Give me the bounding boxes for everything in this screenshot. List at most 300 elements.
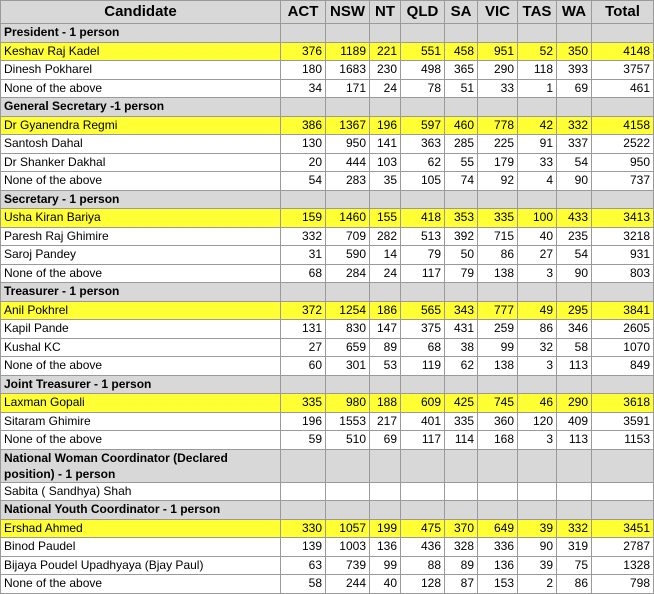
candidate-row: [1, 79, 654, 98]
vote-count-wa: 86: [557, 575, 592, 594]
vote-count-vic: 777: [478, 301, 518, 320]
candidate-name: Paresh Raj Ghimire: [1, 227, 281, 246]
candidate-name: None of the above: [1, 575, 281, 594]
vote-count-wa: 90: [557, 264, 592, 283]
vote-count-nsw: 1460: [326, 209, 370, 228]
vote-count-nsw: 284: [326, 264, 370, 283]
vote-count-wa: 409: [557, 412, 592, 431]
vote-count-wa: 235: [557, 227, 592, 246]
header-row: [1, 1, 654, 24]
column-header-nt: NT: [370, 1, 401, 24]
candidate-name: Binod Paudel: [1, 538, 281, 557]
section-empty-cell: [326, 24, 370, 43]
vote-count-total: 950: [592, 153, 654, 172]
vote-count-nt: [370, 482, 401, 501]
candidate-row: [1, 412, 654, 431]
candidate-row: [1, 556, 654, 575]
vote-count-nt: 53: [370, 357, 401, 376]
vote-count-vic: 745: [478, 394, 518, 413]
column-header-tas: TAS: [518, 1, 557, 24]
section-empty-cell: [557, 98, 592, 117]
candidate-row: [1, 320, 654, 339]
vote-count-tas: 52: [518, 42, 557, 61]
vote-count-vic: 715: [478, 227, 518, 246]
vote-count-vic: [478, 482, 518, 501]
vote-count-sa: 285: [445, 135, 478, 154]
section-empty-cell: [370, 501, 401, 520]
candidate-name: None of the above: [1, 79, 281, 98]
section-empty-cell: [445, 98, 478, 117]
vote-count-qld: 565: [401, 301, 445, 320]
vote-count-vic: 360: [478, 412, 518, 431]
section-empty-cell: [370, 449, 401, 482]
section-empty-cell: [326, 449, 370, 482]
vote-count-sa: 89: [445, 556, 478, 575]
vote-count-tas: 46: [518, 394, 557, 413]
vote-count-total: 931: [592, 246, 654, 265]
section-empty-cell: [370, 375, 401, 394]
vote-count-qld: [401, 482, 445, 501]
section-empty-cell: [401, 24, 445, 43]
section-empty-cell: [592, 501, 654, 520]
candidate-row: [1, 264, 654, 283]
vote-count-qld: 105: [401, 172, 445, 191]
section-empty-cell: [478, 375, 518, 394]
vote-count-vic: 168: [478, 431, 518, 450]
vote-count-qld: 128: [401, 575, 445, 594]
vote-count-vic: 136: [478, 556, 518, 575]
winner-candidate-row: [1, 301, 654, 320]
section-empty-cell: [592, 190, 654, 209]
vote-count-tas: 33: [518, 153, 557, 172]
section-heading-row: [1, 449, 654, 482]
candidate-name: Keshav Raj Kadel: [1, 42, 281, 61]
vote-count-wa: 58: [557, 338, 592, 357]
vote-count-tas: 49: [518, 301, 557, 320]
vote-count-vic: 335: [478, 209, 518, 228]
section-title: Joint Treasurer - 1 person: [1, 375, 281, 394]
vote-count-nt: 35: [370, 172, 401, 191]
vote-count-qld: 609: [401, 394, 445, 413]
vote-count-qld: 418: [401, 209, 445, 228]
vote-count-nt: 217: [370, 412, 401, 431]
vote-count-nt: 136: [370, 538, 401, 557]
section-empty-cell: [445, 501, 478, 520]
candidate-row: [1, 61, 654, 80]
vote-count-wa: 393: [557, 61, 592, 80]
vote-count-nt: 141: [370, 135, 401, 154]
section-title: National Youth Coordinator - 1 person: [1, 501, 281, 520]
candidate-name: Usha Kiran Bariya: [1, 209, 281, 228]
section-empty-cell: [401, 283, 445, 302]
section-empty-cell: [281, 98, 326, 117]
winner-candidate-row: [1, 116, 654, 135]
vote-count-act: 376: [281, 42, 326, 61]
vote-count-total: 2605: [592, 320, 654, 339]
vote-count-sa: 425: [445, 394, 478, 413]
candidate-name: None of the above: [1, 431, 281, 450]
vote-count-tas: 32: [518, 338, 557, 357]
section-empty-cell: [518, 190, 557, 209]
vote-count-nsw: 739: [326, 556, 370, 575]
vote-count-nsw: 980: [326, 394, 370, 413]
candidate-name: Saroj Pandey: [1, 246, 281, 265]
vote-count-nt: 24: [370, 264, 401, 283]
candidate-name: Ershad Ahmed: [1, 519, 281, 538]
vote-count-vic: 138: [478, 357, 518, 376]
vote-count-sa: 365: [445, 61, 478, 80]
vote-count-tas: 2: [518, 575, 557, 594]
candidate-name: None of the above: [1, 172, 281, 191]
column-header-act: ACT: [281, 1, 326, 24]
candidate-row: [1, 482, 654, 501]
vote-count-vic: 99: [478, 338, 518, 357]
candidate-row: [1, 575, 654, 594]
vote-count-act: 180: [281, 61, 326, 80]
section-heading-row: [1, 98, 654, 117]
vote-count-nsw: 1683: [326, 61, 370, 80]
vote-count-nsw: 659: [326, 338, 370, 357]
vote-count-nsw: 950: [326, 135, 370, 154]
vote-count-nsw: 1553: [326, 412, 370, 431]
vote-count-nt: 221: [370, 42, 401, 61]
section-empty-cell: [592, 449, 654, 482]
section-empty-cell: [370, 98, 401, 117]
candidate-row: [1, 538, 654, 557]
vote-count-act: 330: [281, 519, 326, 538]
vote-count-wa: 54: [557, 246, 592, 265]
section-empty-cell: [557, 375, 592, 394]
column-header-total: Total: [592, 1, 654, 24]
vote-count-total: 3413: [592, 209, 654, 228]
vote-count-nt: 188: [370, 394, 401, 413]
section-empty-cell: [401, 190, 445, 209]
vote-count-act: 332: [281, 227, 326, 246]
candidate-name: Dinesh Pokharel: [1, 61, 281, 80]
section-empty-cell: [326, 190, 370, 209]
vote-count-act: 335: [281, 394, 326, 413]
vote-count-wa: [557, 482, 592, 501]
candidate-row: [1, 153, 654, 172]
winner-candidate-row: [1, 42, 654, 61]
vote-count-tas: 3: [518, 431, 557, 450]
section-empty-cell: [478, 283, 518, 302]
column-header-qld: QLD: [401, 1, 445, 24]
vote-count-nt: 89: [370, 338, 401, 357]
vote-count-total: 3757: [592, 61, 654, 80]
candidate-row: [1, 246, 654, 265]
section-title: Treasurer - 1 person: [1, 283, 281, 302]
vote-count-vic: 153: [478, 575, 518, 594]
vote-count-total: 3451: [592, 519, 654, 538]
vote-count-tas: 27: [518, 246, 557, 265]
candidate-row: [1, 227, 654, 246]
section-empty-cell: [478, 24, 518, 43]
winner-candidate-row: [1, 394, 654, 413]
vote-count-sa: 62: [445, 357, 478, 376]
section-empty-cell: [281, 24, 326, 43]
vote-count-tas: 91: [518, 135, 557, 154]
vote-count-nsw: 283: [326, 172, 370, 191]
section-empty-cell: [518, 449, 557, 482]
vote-count-act: 196: [281, 412, 326, 431]
vote-count-vic: 649: [478, 519, 518, 538]
section-empty-cell: [326, 283, 370, 302]
vote-count-qld: 62: [401, 153, 445, 172]
candidate-name: Bijaya Poudel Upadhyaya (Bjay Paul): [1, 556, 281, 575]
vote-count-wa: 337: [557, 135, 592, 154]
vote-count-sa: 431: [445, 320, 478, 339]
vote-count-vic: 138: [478, 264, 518, 283]
vote-count-sa: 335: [445, 412, 478, 431]
vote-count-nsw: 1057: [326, 519, 370, 538]
candidate-name: Kapil Pande: [1, 320, 281, 339]
candidate-name: Laxman Gopali: [1, 394, 281, 413]
candidate-name: Sabita ( Sandhya) Shah: [1, 482, 281, 501]
column-header-candidate: Candidate: [1, 1, 281, 24]
vote-count-qld: 597: [401, 116, 445, 135]
vote-count-nsw: 171: [326, 79, 370, 98]
section-empty-cell: [478, 449, 518, 482]
vote-count-total: 1153: [592, 431, 654, 450]
column-header-vic: VIC: [478, 1, 518, 24]
vote-count-wa: 90: [557, 172, 592, 191]
vote-count-vic: 336: [478, 538, 518, 557]
vote-count-vic: 179: [478, 153, 518, 172]
section-empty-cell: [592, 375, 654, 394]
section-empty-cell: [592, 98, 654, 117]
vote-count-act: 131: [281, 320, 326, 339]
section-title: Secretary - 1 person: [1, 190, 281, 209]
vote-count-total: [592, 482, 654, 501]
vote-count-nsw: 1003: [326, 538, 370, 557]
vote-count-tas: 3: [518, 357, 557, 376]
vote-count-wa: 332: [557, 519, 592, 538]
vote-count-act: 60: [281, 357, 326, 376]
section-heading-row: [1, 190, 654, 209]
vote-count-sa: 114: [445, 431, 478, 450]
vote-count-act: [281, 482, 326, 501]
section-empty-cell: [478, 98, 518, 117]
section-empty-cell: [557, 24, 592, 43]
vote-count-wa: 290: [557, 394, 592, 413]
vote-count-nsw: 1367: [326, 116, 370, 135]
vote-count-nsw: 301: [326, 357, 370, 376]
vote-count-nt: 24: [370, 79, 401, 98]
vote-count-wa: 350: [557, 42, 592, 61]
vote-count-total: 798: [592, 575, 654, 594]
vote-count-nt: 14: [370, 246, 401, 265]
vote-count-total: 4158: [592, 116, 654, 135]
vote-count-tas: 40: [518, 227, 557, 246]
vote-count-wa: 69: [557, 79, 592, 98]
winner-candidate-row: [1, 519, 654, 538]
vote-count-wa: 433: [557, 209, 592, 228]
vote-count-nt: 69: [370, 431, 401, 450]
vote-count-nt: 40: [370, 575, 401, 594]
vote-count-tas: 100: [518, 209, 557, 228]
section-empty-cell: [370, 190, 401, 209]
section-empty-cell: [401, 501, 445, 520]
vote-count-wa: 113: [557, 431, 592, 450]
vote-count-qld: 498: [401, 61, 445, 80]
vote-count-total: 2787: [592, 538, 654, 557]
vote-count-tas: 4: [518, 172, 557, 191]
vote-count-total: 4148: [592, 42, 654, 61]
vote-count-wa: 332: [557, 116, 592, 135]
section-empty-cell: [326, 375, 370, 394]
candidate-row: [1, 357, 654, 376]
vote-count-nt: 147: [370, 320, 401, 339]
section-title: General Secretary -1 person: [1, 98, 281, 117]
vote-count-total: 3218: [592, 227, 654, 246]
section-empty-cell: [445, 283, 478, 302]
vote-count-nsw: 510: [326, 431, 370, 450]
vote-count-tas: 39: [518, 519, 557, 538]
vote-count-nt: 282: [370, 227, 401, 246]
vote-count-sa: 343: [445, 301, 478, 320]
column-header-nsw: NSW: [326, 1, 370, 24]
vote-count-qld: 88: [401, 556, 445, 575]
vote-count-act: 59: [281, 431, 326, 450]
section-empty-cell: [518, 283, 557, 302]
vote-count-total: 1070: [592, 338, 654, 357]
section-empty-cell: [370, 283, 401, 302]
vote-count-sa: 392: [445, 227, 478, 246]
section-empty-cell: [281, 283, 326, 302]
vote-count-qld: 436: [401, 538, 445, 557]
section-empty-cell: [401, 449, 445, 482]
vote-count-total: 803: [592, 264, 654, 283]
candidate-name: Kushal KC: [1, 338, 281, 357]
section-empty-cell: [478, 190, 518, 209]
candidate-row: [1, 338, 654, 357]
section-empty-cell: [401, 375, 445, 394]
vote-count-act: 20: [281, 153, 326, 172]
vote-count-tas: 90: [518, 538, 557, 557]
candidate-name: Dr Gyanendra Regmi: [1, 116, 281, 135]
vote-count-qld: 363: [401, 135, 445, 154]
vote-count-tas: [518, 482, 557, 501]
vote-count-total: 3841: [592, 301, 654, 320]
vote-count-vic: 778: [478, 116, 518, 135]
vote-count-act: 58: [281, 575, 326, 594]
vote-count-qld: 513: [401, 227, 445, 246]
column-header-sa: SA: [445, 1, 478, 24]
vote-count-wa: 346: [557, 320, 592, 339]
section-empty-cell: [326, 501, 370, 520]
vote-count-tas: 42: [518, 116, 557, 135]
vote-count-sa: 460: [445, 116, 478, 135]
vote-count-sa: 458: [445, 42, 478, 61]
candidate-name: Dr Shanker Dakhal: [1, 153, 281, 172]
vote-count-act: 27: [281, 338, 326, 357]
section-empty-cell: [445, 24, 478, 43]
vote-count-tas: 86: [518, 320, 557, 339]
vote-count-qld: 79: [401, 246, 445, 265]
vote-count-act: 139: [281, 538, 326, 557]
vote-count-vic: 86: [478, 246, 518, 265]
section-empty-cell: [518, 501, 557, 520]
vote-count-act: 54: [281, 172, 326, 191]
vote-count-nsw: 1254: [326, 301, 370, 320]
section-empty-cell: [557, 501, 592, 520]
vote-count-total: 461: [592, 79, 654, 98]
candidate-row: [1, 172, 654, 191]
vote-count-vic: 33: [478, 79, 518, 98]
vote-count-sa: 51: [445, 79, 478, 98]
vote-count-wa: 295: [557, 301, 592, 320]
winner-candidate-row: [1, 209, 654, 228]
vote-count-act: 34: [281, 79, 326, 98]
vote-count-nt: 103: [370, 153, 401, 172]
vote-count-nsw: 244: [326, 575, 370, 594]
vote-count-sa: 87: [445, 575, 478, 594]
vote-count-nsw: 830: [326, 320, 370, 339]
vote-count-vic: 951: [478, 42, 518, 61]
vote-count-sa: 79: [445, 264, 478, 283]
vote-count-nsw: 709: [326, 227, 370, 246]
candidate-row: [1, 135, 654, 154]
section-empty-cell: [281, 449, 326, 482]
section-title: National Woman Coordinator (Declared position) - 1 person: [1, 449, 281, 482]
vote-count-qld: 68: [401, 338, 445, 357]
candidate-name: Santosh Dahal: [1, 135, 281, 154]
vote-count-nt: 230: [370, 61, 401, 80]
vote-count-sa: 55: [445, 153, 478, 172]
vote-count-vic: 259: [478, 320, 518, 339]
vote-count-wa: 75: [557, 556, 592, 575]
vote-count-qld: 375: [401, 320, 445, 339]
section-empty-cell: [326, 98, 370, 117]
candidate-name: Sitaram Ghimire: [1, 412, 281, 431]
vote-count-nsw: 590: [326, 246, 370, 265]
vote-count-act: 386: [281, 116, 326, 135]
vote-count-act: 372: [281, 301, 326, 320]
vote-count-wa: 54: [557, 153, 592, 172]
vote-count-total: 2522: [592, 135, 654, 154]
column-header-wa: WA: [557, 1, 592, 24]
vote-count-sa: 353: [445, 209, 478, 228]
vote-count-wa: 319: [557, 538, 592, 557]
vote-count-qld: 78: [401, 79, 445, 98]
section-empty-cell: [281, 190, 326, 209]
vote-count-vic: 290: [478, 61, 518, 80]
vote-count-nsw: 444: [326, 153, 370, 172]
section-empty-cell: [401, 98, 445, 117]
section-empty-cell: [370, 24, 401, 43]
vote-count-tas: 39: [518, 556, 557, 575]
section-empty-cell: [518, 24, 557, 43]
vote-count-tas: 118: [518, 61, 557, 80]
section-empty-cell: [281, 501, 326, 520]
vote-count-qld: 551: [401, 42, 445, 61]
vote-count-wa: 113: [557, 357, 592, 376]
results-body: [1, 24, 654, 594]
section-empty-cell: [478, 501, 518, 520]
candidate-name: None of the above: [1, 357, 281, 376]
section-empty-cell: [281, 375, 326, 394]
section-empty-cell: [445, 190, 478, 209]
vote-count-nt: 199: [370, 519, 401, 538]
vote-count-total: 3618: [592, 394, 654, 413]
vote-count-sa: 38: [445, 338, 478, 357]
vote-count-nsw: 1189: [326, 42, 370, 61]
section-heading-row: [1, 283, 654, 302]
candidate-name: None of the above: [1, 264, 281, 283]
vote-count-vic: 225: [478, 135, 518, 154]
vote-count-tas: 3: [518, 264, 557, 283]
